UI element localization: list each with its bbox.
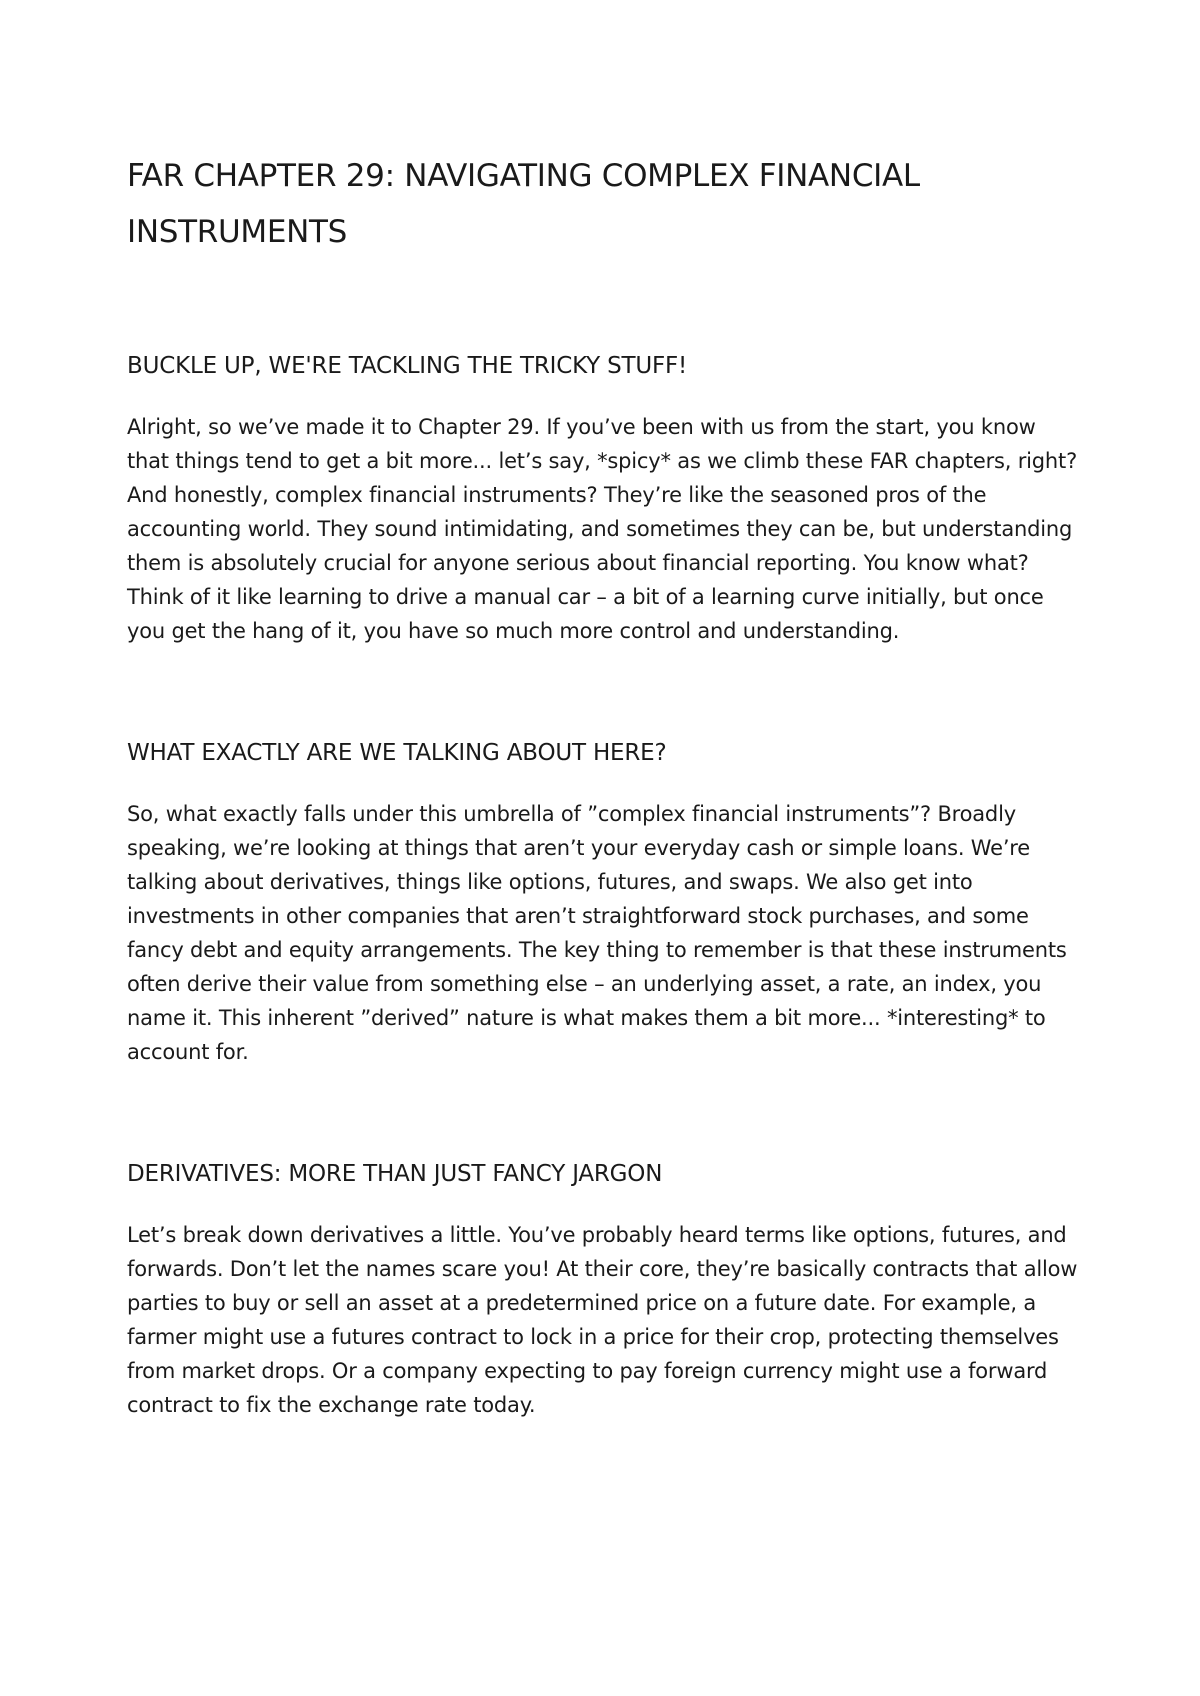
section-heading-buckle-up: BUCKLE UP, WE'RE TACKLING THE TRICKY STUFF! — [127, 353, 688, 379]
section-paragraph-derivatives: Let’s break down derivatives a little. You’ve probably heard terms like options, futures, and forwards. Don’t let the names scare you! At their core, they’re basically contracts that allow parties to buy or sell an asset at a predetermined price on a future date. For example, a farmer might use a futures contract to lock in a price for their crop, protecting themselves from market drops. Or a company expecting to pay foreign currency might use a forward contract to fix the exchange rate today. — [127, 1223, 1078, 1417]
section-paragraph-what-exactly: So, what exactly falls under this umbrella of ”complex financial instruments”? Broadly speaking, we’re looking at things that aren’t your everyday cash or simple loans. We’re talking about derivatives, things like options, futures, and swaps. We also get into investments in other companies that aren’t straightforward stock purchases, and some fancy debt and equity arrangements. The key thing to remember is that these instruments often derive their value from something else – an underlying asset, a rate, an index, you name it. This inherent ”derived” nature is what makes them a bit more... *interesting* to account for. — [127, 802, 1067, 1064]
section-paragraph-buckle-up: Alright, so we’ve made it to Chapter 29. If you’ve been with us from the start, you know that things tend to get a bit more... let’s say, *spicy* as we climb these FAR chapters, right? And honestly, complex financial instruments? They’re like the seasoned pros of the accounting world. They sound intimidating, and sometimes they can be, but understanding them is absolutely crucial for anyone serious about financial reporting. You know what? Think of it like learning to drive a manual car – a bit of a learning curve initially, but once you get the hang of it, you have so much more control and understanding. — [127, 415, 1078, 643]
document-title: FAR CHAPTER 29: NAVIGATING COMPLEX FINANCIAL INSTRUMENTS — [127, 158, 920, 250]
section-heading-what-exactly: WHAT EXACTLY ARE WE TALKING ABOUT HERE? — [127, 740, 667, 766]
section-heading-derivatives: DERIVATIVES: MORE THAN JUST FANCY JARGON — [127, 1161, 663, 1187]
document-page — [127, 148, 1083, 1422]
